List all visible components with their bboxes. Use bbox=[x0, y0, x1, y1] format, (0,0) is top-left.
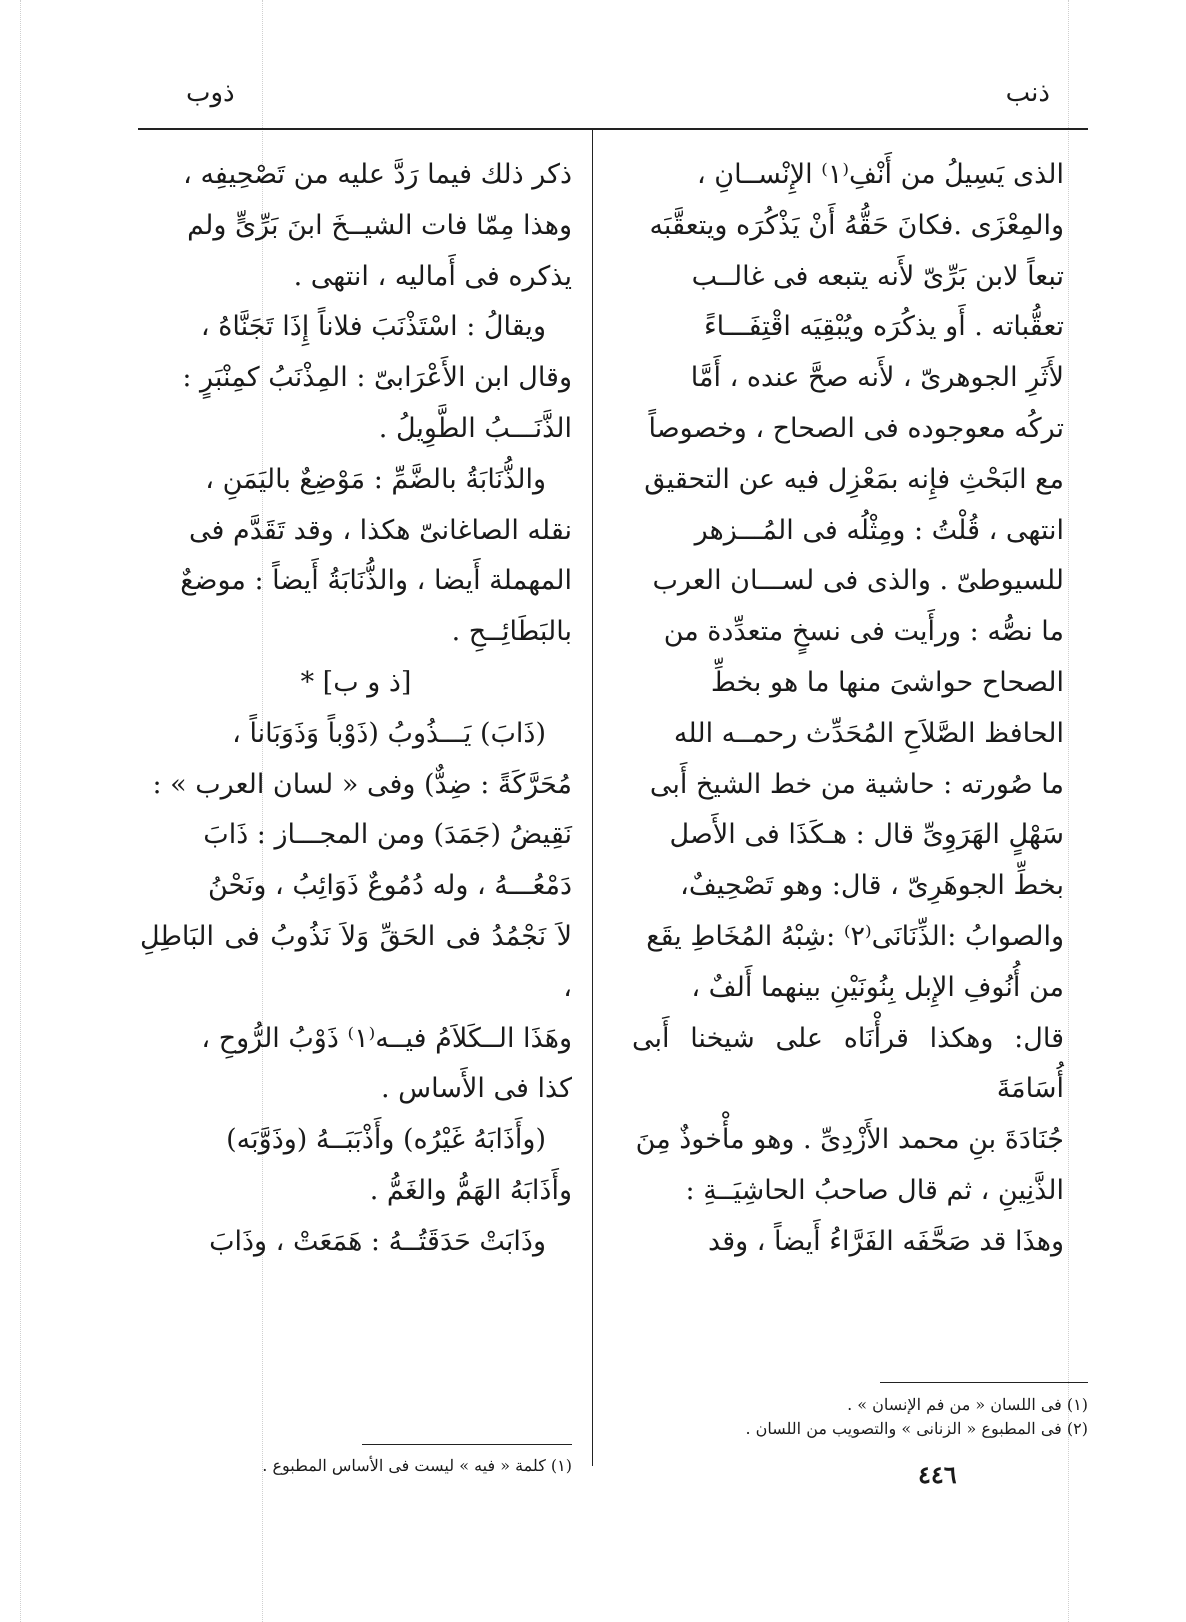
text-line: قال: وهكذا قرأْنَاه على شيخنا أَبى أُسَامَةَ bbox=[632, 1022, 1064, 1105]
footnote: (٢) فى المطبوع « الزنانى » والتصويب من اللسان . bbox=[745, 1419, 1088, 1438]
text-line: الذَّنِينِ ، ثم قال صاحبُ الحاشِيَــةِ : bbox=[685, 1174, 1064, 1206]
text-line: وهَذَا الــكَلاَمُ فيــه⁽١⁾ ذَوْبُ الرُّوحِ ، bbox=[201, 1022, 572, 1054]
header-left-word: ذوب bbox=[186, 78, 235, 108]
text-line: نقله الصاغانىّ هكذا ، وقد تَقَدَّم فى bbox=[189, 514, 572, 546]
text-line: الذى يَسِيلُ من أَنْفِ⁽١⁾ الإِنْســانِ ، bbox=[697, 159, 1064, 190]
header-rule bbox=[138, 128, 1088, 130]
text-line: يذكره فى أَماليه ، انتهى . bbox=[293, 260, 572, 292]
text-line: الذَّنَـــبُ الطَّوِيلُ . bbox=[378, 412, 572, 444]
text-line: وأَذَابَهُ الهَمُّ والغَمُّ . bbox=[369, 1174, 572, 1206]
text-line: نَقِيضُ (جَمَدَ) ومن المجـــاز : ذَابَ bbox=[203, 819, 572, 851]
scan-guide-line bbox=[20, 0, 21, 1622]
text-line: وهذا مِمّا فات الشيــخَ ابنَ بَرِّىٍّ ولم bbox=[187, 209, 572, 241]
left-column bbox=[140, 150, 572, 1268]
text-line: سَهْلٍ الهَرَوِىِّ قال : هـكَذَا فى الأَصل bbox=[669, 819, 1064, 851]
text-line: وذَابَتْ حَدَقَتُــهُ : هَمَعَتْ ، وذَابَ bbox=[209, 1225, 546, 1257]
text-line: المهملة أَيضا ، والذُّنَابَةُ أَيضاً : موضعٌ bbox=[180, 565, 572, 597]
footnote-rule-left bbox=[362, 1444, 572, 1445]
text-line: تركُه معوجوده فى الصحاح ، وخصوصاً bbox=[648, 412, 1064, 444]
text-line: والذُّنَابَةُ بالضَّمِّ : مَوْضِعٌ باليَمَنِ ، bbox=[205, 463, 546, 495]
header-right-word: ذنب bbox=[1005, 78, 1050, 108]
scan-guide-line bbox=[1068, 0, 1069, 1622]
text-line: انتهى ، قُلْتُ : ومِثْلُه فى المُـــزهر bbox=[694, 514, 1064, 546]
text-line: تبعاً لابن بَرِّىّ لأَنه يتبعه فى غالــب bbox=[691, 260, 1064, 292]
text-line: لأَثَرِ الجوهرىّ ، لأَنه صحَّ عنده ، أَمَّا bbox=[690, 362, 1064, 394]
page-number: ٤٤٦ bbox=[918, 1460, 957, 1489]
text-line: دَمْعُـــهُ ، وله دُمُوعٌ ذَوَائِبُ ، ونَحْنُ bbox=[207, 870, 572, 902]
text-line: ما صُورته : حاشية من خط الشيخ أَبى bbox=[649, 768, 1064, 800]
footnote: (١) كلمة « فيه » ليست فى الأساس المطبوع . bbox=[262, 1456, 572, 1475]
text-line: (ذَابَ) يَـــذُوبُ (ذَوْباً وَذَوَبَاناً ، bbox=[232, 717, 546, 749]
text-line: كذا فى الأَساس . bbox=[381, 1073, 572, 1105]
text-line: الحافظ الصَّلاَحِ المُحَدِّث رحمــه الله bbox=[673, 717, 1064, 749]
right-column bbox=[632, 150, 1064, 1268]
text-line: مع البَحْثِ فإِنه بمَعْزِل فيه عن التحقيق bbox=[644, 463, 1064, 495]
text-line: (وأَذَابَهُ غَيْرُه) وأَذْبَبَــهُ (وذَوَّبَه) bbox=[226, 1124, 546, 1156]
text-line: ما نصُّه : ورأَيت فى نسخٍ متعدِّدة من bbox=[663, 616, 1064, 648]
text-line: من أُنُوفِ الإِبل بِنُونَيْنِ بينهما أَلفٌ ، bbox=[691, 971, 1064, 1003]
text-line: تعقُّباته . أَو يذكُرَه ويُبْقِيَه اقْتِفَـــاءً bbox=[703, 311, 1064, 343]
entry-heading: [ذ و ب] * bbox=[300, 666, 412, 698]
footnotes-right bbox=[632, 1393, 1088, 1441]
footnotes-left bbox=[200, 1454, 572, 1478]
text-line: والصوابُ :الذِّنَانَى⁽٢⁾ :شِبْهُ المُخَاطِ يقَع bbox=[646, 920, 1064, 952]
footnote: (١) فى اللسان « من فم الإنسان » . bbox=[847, 1395, 1088, 1414]
text-line: للسيوطىّ . والذى فى لســـان العرب bbox=[652, 565, 1064, 597]
text-line: بخطِّ الجوهَرِىّ ، قال: وهو تَصْحِيفٌ، bbox=[680, 870, 1064, 902]
column-divider bbox=[592, 128, 593, 1466]
text-line: وهذَا قد صَحَّفَه الفَرَّاءُ أَيضاً ، وقد bbox=[708, 1225, 1064, 1257]
text-line: مُحَرَّكَةً : ضِدٌّ) وفى « لسان العرب » : bbox=[152, 768, 572, 800]
text-line: لاَ نَجْمُدُ فى الحَقِّ وَلاَ نَذُوبُ فى البَاطِلِ ، bbox=[140, 920, 572, 1003]
text-line: جُنَادَةَ بنِ محمد الأَزْدِىِّ . وهو مأْخوذٌ مِنَ bbox=[635, 1124, 1064, 1156]
text-line: ويقالُ : اسْتَذْنَبَ فلاناً إِذَا تَجَنَّاهُ ، bbox=[200, 311, 546, 343]
text-line: وقال ابن الأَعْرَابىّ : المِذْنَبُ كمِنْبَرٍ : bbox=[182, 362, 572, 394]
footnote-rule-right bbox=[880, 1382, 1088, 1383]
text-line: ذكر ذلك فيما رَدَّ عليه من تَصْحِيفِه ، bbox=[183, 159, 572, 190]
text-line: الصحاح حواشىَ منها ما هو بخطِّ bbox=[710, 666, 1064, 698]
text-line: بالبَطَائِــحِ . bbox=[451, 616, 572, 648]
text-line: والمِعْزَى .فكانَ حَقُّهُ أَنْ يَذْكُرَه ويتعقَّبَه bbox=[649, 209, 1064, 241]
